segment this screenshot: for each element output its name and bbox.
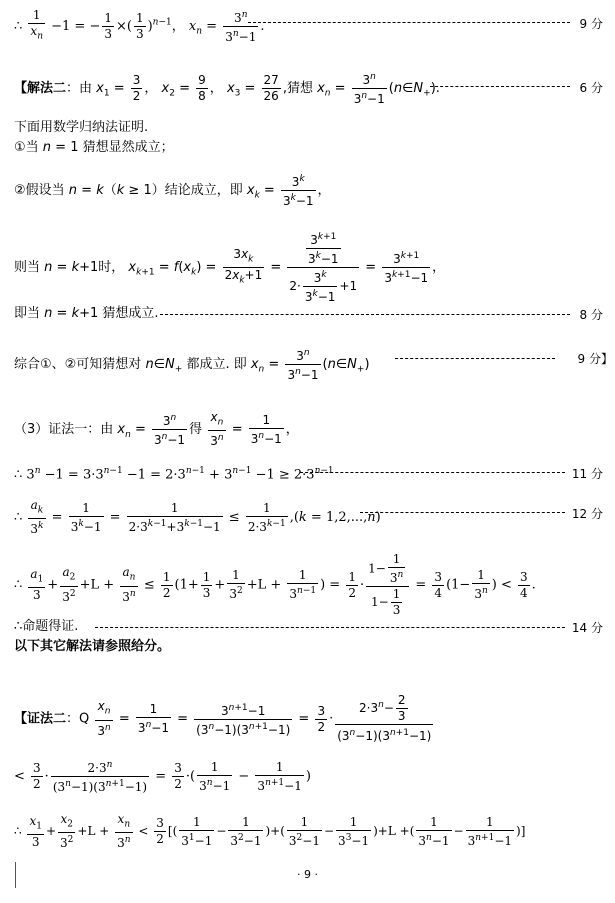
- text-line-14: 以下其它解法请参照给分。: [14, 639, 171, 654]
- leader-7: [95, 627, 565, 628]
- eq-line-15: 【证法二：Q $\frac{x_n}{3^n}$ = $\frac{1}{3^n-1}$ = $\frac{3^{n+1}-1}{(3^n-1)(3^{n+1}-1)}$ = $\frac{3}{2}$ · $2\cdot 3^n-$ $\frac{2}{3}$ $(3^n-1)(3^{n+1}-1)$: [14, 693, 432, 743]
- eq-line-12: ∴ $\frac{a_1}{3}$ + $\frac{a_2}{3^2}$ +L + $\frac{a_n}{3^n}$ ≤ $\frac{1}{2}$ (1+ $\frac{1}{3}$ + $\frac{1}{3^2}$ +L + $\frac{1}{3^{n-1}}$ ) = $\frac{1}{2}$ · 1− $\frac{1}{3^n}$ 1− $\frac{1}{3}$ = $\frac{3}{4}$ (1− $\frac{1}{3^n}$ ) < $\frac{3}{4}$ .: [14, 552, 536, 617]
- leader-4: [395, 358, 555, 359]
- score-6: 12 分: [571, 507, 603, 521]
- leader-6: [360, 512, 565, 513]
- score-4: 9 分】: [577, 352, 613, 366]
- score-7: 14 分: [571, 621, 603, 635]
- eq-line-8: 综合①、②可知猜想对 $n\in N_+$ 都成立. 即 $x_n$ = $\frac{3^n}{3^n-1}$ $(n\in N_+)$: [14, 348, 370, 382]
- score-2: 6 分: [579, 81, 603, 95]
- text-line-13: ∴命题得证.: [14, 619, 79, 634]
- score-1: 9 分: [579, 17, 603, 31]
- text-line-3: 下面用数学归纳法证明.: [14, 120, 149, 135]
- leader-5: [300, 472, 565, 473]
- eq-line-2: 【解法二：由 $x_1$ = $\frac{3}{2}$ ， $x_2$ = $\frac{9}{8}$ ， $x_3$ = $\frac{27}{26}$ ,猜想 $x_n$ = $\frac{3^n}{3^n-1}$ $(n\in N_+)$.: [14, 72, 440, 106]
- score-3: 8 分: [579, 308, 603, 322]
- eq-line-1: ∴ $\frac{1}{x_n}$ −1 = − $\frac{1}{3}$ ×( $\frac{1}{3}$ )$^{n-1}$， $x_n$ = $\frac{3^n}{3^n-1}$ .: [14, 8, 265, 44]
- leader-3: [160, 314, 570, 315]
- text-line-4: ①当 n = 1 猜想显然成立；: [14, 140, 174, 155]
- eq-line-9: （3）证法一：由 $x_n$ = $\frac{3^n}{3^n-1}$ 得 $\frac{x_n}{3^n}$ = $\frac{1}{3^n-1}$ ，: [14, 410, 299, 449]
- eq-line-5: ②假设当 n = k（k ≥ 1）结论成立，即 $x_k$ = $\frac{3^k}{3^k-1}$ ，: [14, 174, 331, 208]
- score-5: 11 分: [571, 467, 603, 481]
- eq-line-6: 则当 n = k+1时， $x_{k+1} = f(x_k)$ = $\frac{3x_k}{2x_k+1}$ = $\frac{3^{k+1}}{3^k-1}$ 2· $\frac{3^k}{3^k-1}$ +1 = $\frac{3^{k+1}}{3^{k+1}-1}$ ，: [14, 232, 446, 304]
- eq-line-17: ∴ $\frac{x_1}{3}$ + $\frac{x_2}{3^2}$ +L + $\frac{x_n}{3^n}$ < $\frac{3}{2}$ [( $\frac{1}{3^1-1}$ − $\frac{1}{3^2-1}$ )+( $\frac{1}{3^2-1}$ − $\frac{1}{3^3-1}$ )+L +( $\frac{1}{3^n-1}$ − $\frac{1}{3^{n+1}-1}$ )]: [14, 812, 526, 851]
- eq-line-10: ∴ $3^n -1 = 3\cdot 3^{n-1} -1 = 2\cdot 3^{n-1} + 3^{n-1} -1 \ge 2\cdot 3^{n-1}$: [14, 466, 334, 483]
- eq-line-16: < $\frac{3}{2}$ · $\frac{2\cdot 3^n}{(3^n-1)(3^{n+1}-1)}$ = $\frac{3}{2}$ ·( $\frac{1}{3^n-1}$ − $\frac{1}{3^{n+1}-1}$ ): [14, 759, 311, 794]
- leader-2: [430, 86, 570, 87]
- leader-1: [248, 22, 570, 23]
- page-number: · 9 ·: [297, 868, 318, 881]
- eq-line-11: ∴ $\frac{a_k}{3^k}$ = $\frac{1}{3^k-1}$ = $\frac{1}{2\cdot 3^{k-1}+3^{k-1}-1}$ ≤ $\frac{1}{2\cdot 3^{k-1}}$ ,(k = 1,2,...,n): [14, 498, 381, 537]
- text-line-7: 即当 n = k+1 猜想成立.: [14, 306, 159, 321]
